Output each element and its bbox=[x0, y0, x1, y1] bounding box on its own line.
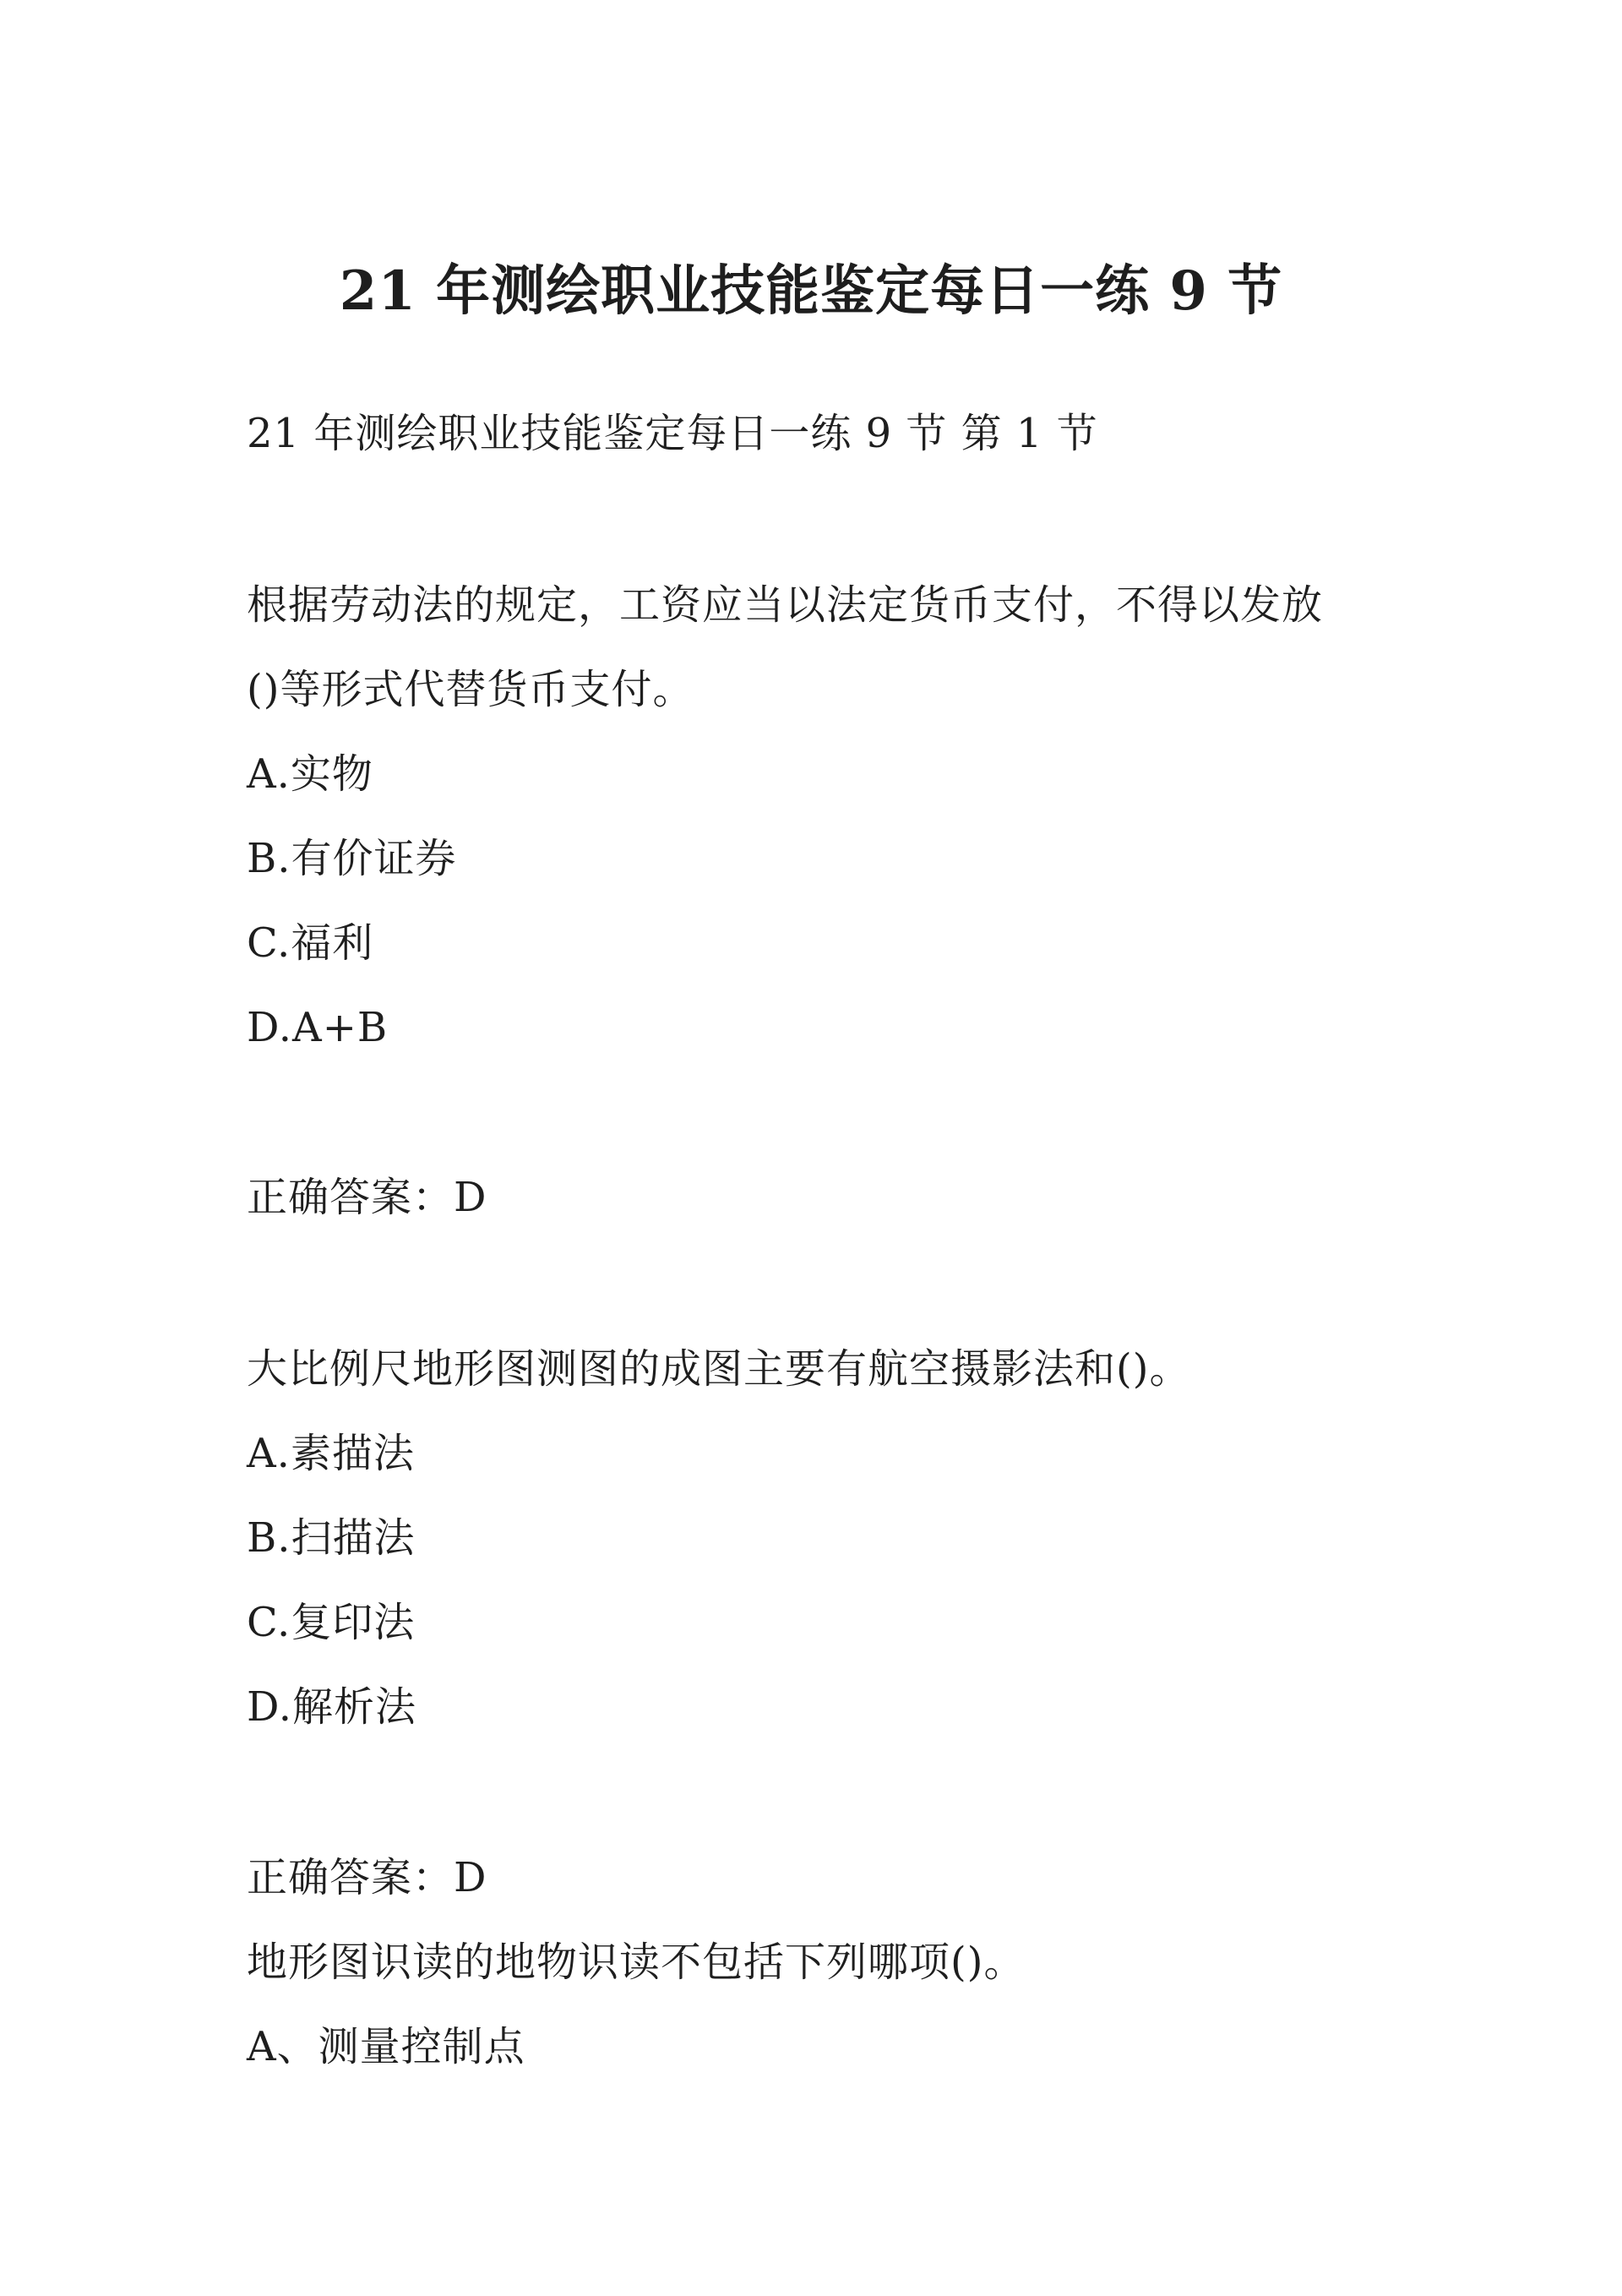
question-2-stem-line-1: 大比例尺地形图测图的成图主要有航空摄影法和()。 bbox=[247, 1345, 1191, 1393]
question-2-option-a: A.素描法 bbox=[247, 1430, 415, 1477]
question-2-option-d: D.解析法 bbox=[247, 1683, 417, 1731]
question-1-stem-line-2: ()等形式代替货币支付。 bbox=[247, 666, 694, 713]
question-2-answer: 正确答案：D bbox=[247, 1854, 487, 1901]
question-1-option-a: A.实物 bbox=[247, 750, 373, 798]
question-2-option-c: C.复印法 bbox=[247, 1599, 416, 1646]
question-1-stem-line-1: 根据劳动法的规定，工资应当以法定货币支付，不得以发放 bbox=[247, 581, 1324, 629]
question-1-answer: 正确答案：D bbox=[247, 1174, 487, 1221]
section-heading: 21 年测绘职业技能鉴定每日一练 9 节 第 1 节 bbox=[247, 410, 1098, 457]
question-1-option-c: C.福利 bbox=[247, 919, 374, 967]
question-1-option-b: B.有价证券 bbox=[247, 835, 457, 882]
question-3-stem-line-1: 地形图识读的地物识读不包括下列哪项()。 bbox=[247, 1939, 1026, 1986]
document-title: 21 年测绘职业技能鉴定每日一练 9 节 bbox=[339, 259, 1283, 323]
question-2-option-b: B.扫描法 bbox=[247, 1514, 416, 1562]
question-3-option-a: A、测量控制点 bbox=[247, 2023, 525, 2070]
question-1-option-d: D.A+B bbox=[247, 1004, 389, 1051]
